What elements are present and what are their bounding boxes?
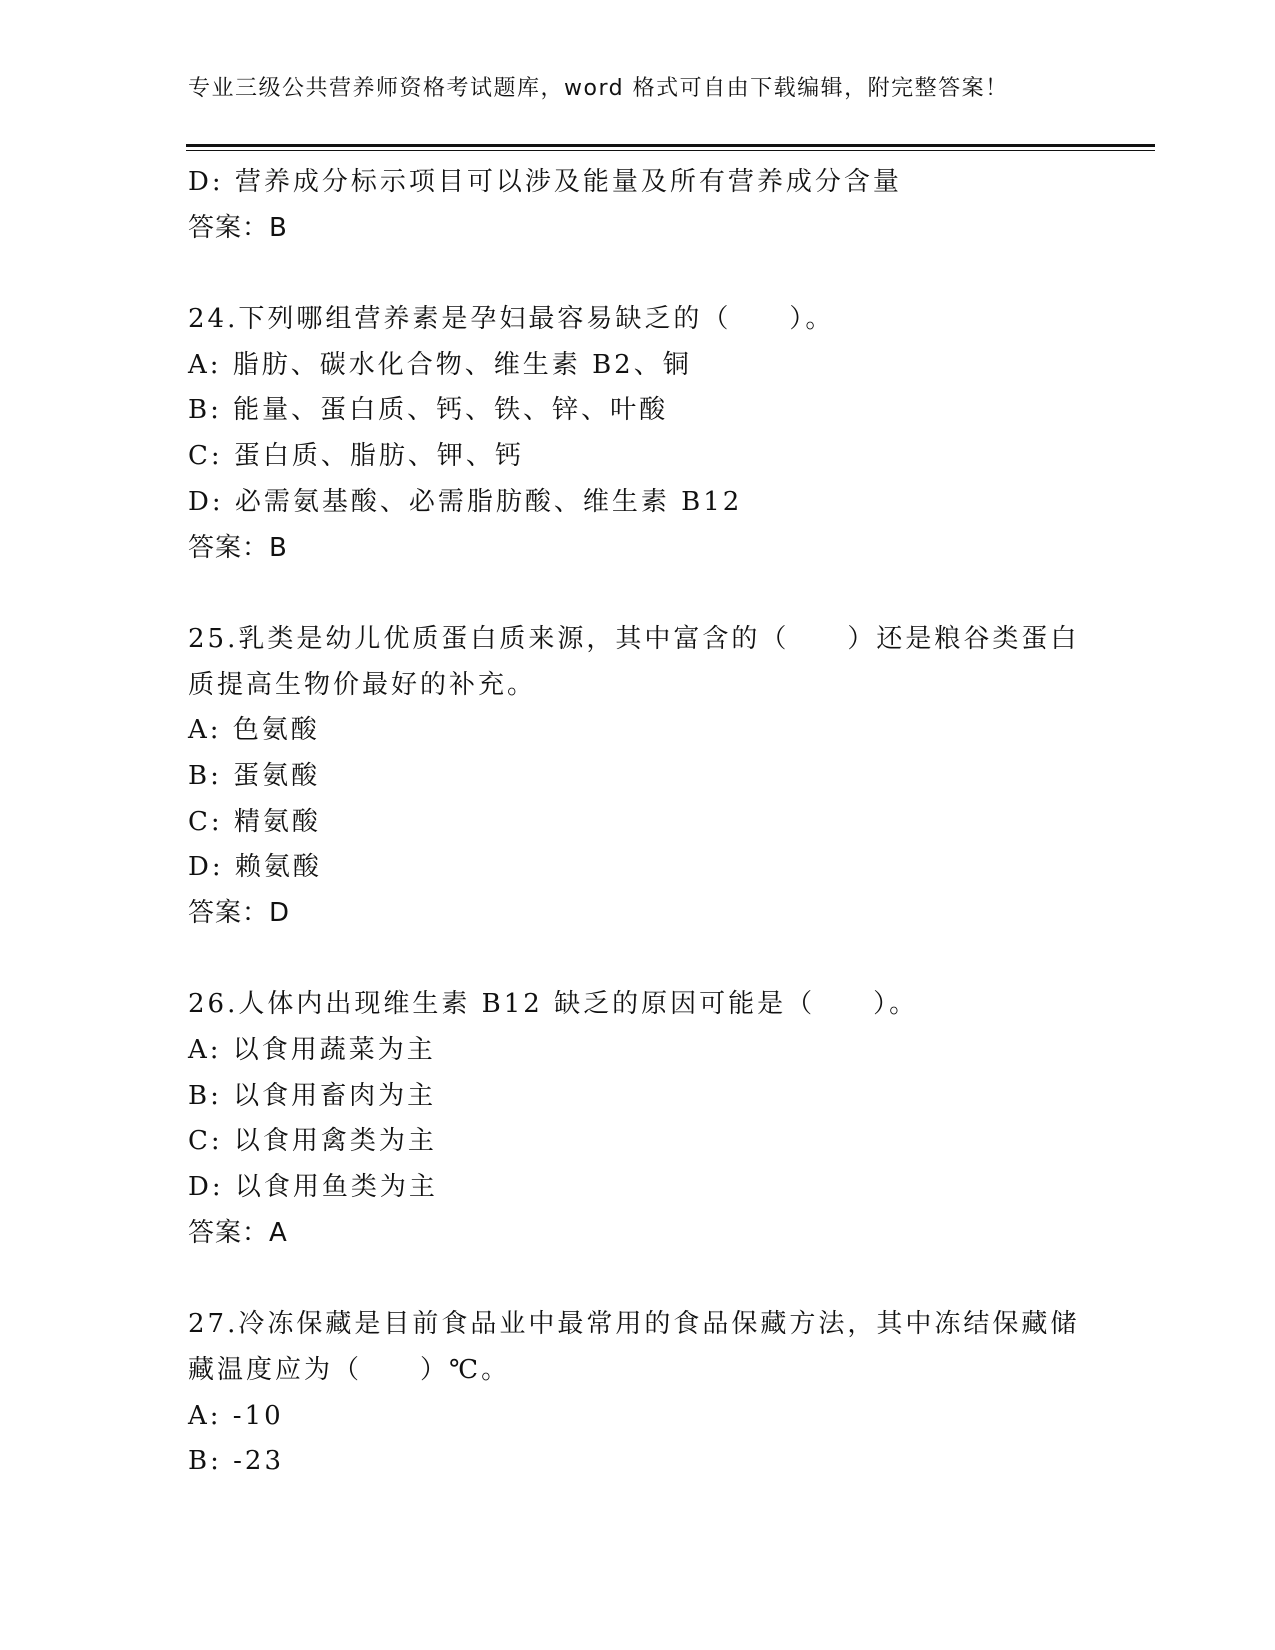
- option-b: B: 以食用畜肉为主: [188, 1080, 437, 1111]
- option-c: C: 精氨酸: [188, 806, 321, 837]
- option-c: C: 以食用禽类为主: [188, 1126, 437, 1157]
- option-d: D: 赖氨酸: [188, 852, 322, 883]
- question-27: [188, 1302, 1088, 1485]
- option-b: B: 能量、蛋白质、钙、铁、锌、叶酸: [188, 395, 669, 426]
- question-stem-cont: 质提高生物价最好的补充。: [188, 669, 537, 700]
- option-a: A: 色氨酸: [188, 715, 320, 746]
- answer: 答案：A: [188, 1217, 288, 1248]
- answer: 答案：D: [188, 898, 291, 928]
- question-stem: 27.冷冻保藏是目前食品业中最常用的食品保藏方法，其中冻结保藏储: [188, 1309, 1080, 1340]
- question-24: [188, 297, 1088, 571]
- option-a: A: -10: [188, 1400, 284, 1431]
- header-rule-thin: [186, 150, 1155, 151]
- option-b: B: 蛋氨酸: [188, 760, 321, 791]
- question-stem-cont: 藏温度应为（ ）℃。: [188, 1354, 511, 1385]
- header-rule: [186, 144, 1155, 147]
- answer: 答案：B: [188, 212, 288, 243]
- question-stem: 26.人体内出现维生素 B12 缺乏的原因可能是（ ）。: [188, 989, 919, 1020]
- question-25: [188, 617, 1088, 937]
- question-stem: 25.乳类是幼儿优质蛋白质来源，其中富含的（ ）还是粮谷类蛋白: [188, 623, 1080, 654]
- option-c: C: 蛋白质、脂肪、钾、钙: [188, 441, 524, 472]
- option-b: B: -23: [188, 1446, 284, 1477]
- document-body: [188, 160, 1088, 1485]
- option-a: A: 以食用蔬菜为主: [188, 1035, 436, 1066]
- answer: 答案：B: [188, 532, 288, 563]
- page-header: 专业三级公共营养师资格考试题库，word 格式可自由下载编辑，附完整答案！: [188, 76, 1009, 101]
- question-stem: 24.下列哪组营养素是孕妇最容易缺乏的（ ）。: [188, 304, 835, 335]
- option-d: D: 营养成分标示项目可以涉及能量及所有营养成分含量: [188, 167, 902, 197]
- option-d: D: 以食用鱼类为主: [188, 1172, 438, 1203]
- option-a: A: 脂肪、碳水化合物、维生素 B2、铜: [188, 349, 692, 380]
- option-d: D: 必需氨基酸、必需脂肪酸、维生素 B12: [188, 486, 743, 517]
- question-26: [188, 982, 1088, 1256]
